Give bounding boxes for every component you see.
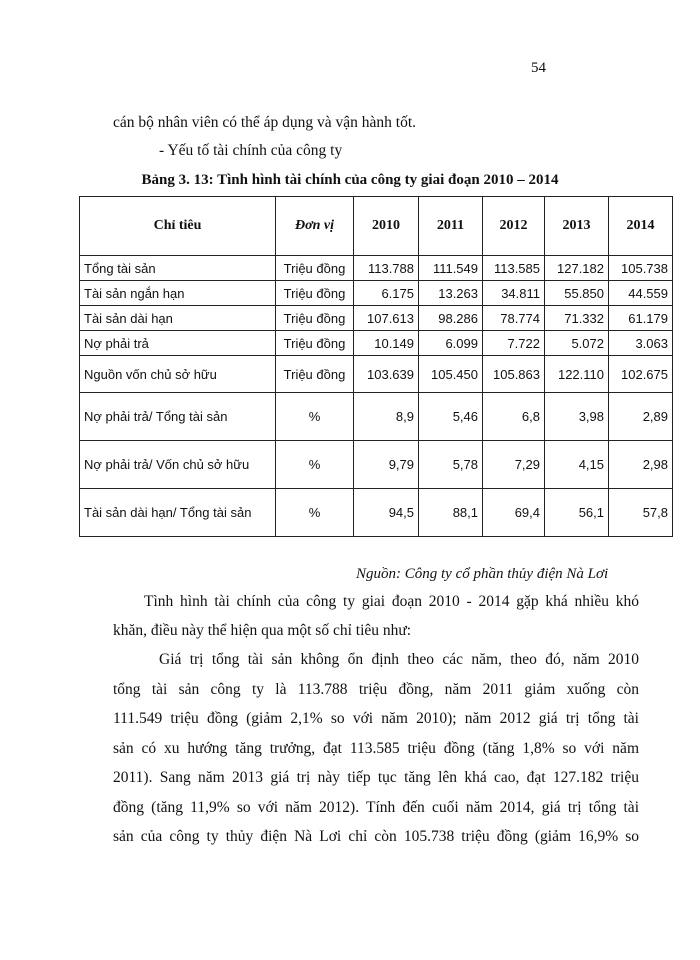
row-value: 7,29 <box>483 441 545 489</box>
row-unit: Triệu đồng <box>276 256 354 281</box>
row-value: 113.788 <box>354 256 419 281</box>
paragraph-2-line: sản có xu hướng tăng trưởng, đạt 113.585 triệu đồng (tăng 1,8% so với năm <box>113 740 639 757</box>
header-year: 2010 <box>354 197 419 256</box>
paragraph-2-line: Giá trị tổng tài sản không ổn định theo các năm, theo đó, năm 2010 <box>159 651 639 668</box>
table-row <box>80 441 673 489</box>
paragraph-2-line: tổng tài sản công ty là 113.788 triệu đồng, năm 2011 giảm xuống còn <box>113 681 639 698</box>
row-value: 107.613 <box>354 306 419 331</box>
table-row <box>80 306 673 331</box>
row-value: 34.811 <box>483 281 545 306</box>
row-label: Nguồn vốn chủ sở hữu <box>80 356 276 393</box>
header-year: 2013 <box>545 197 609 256</box>
row-value: 3,98 <box>545 393 609 441</box>
row-value: 98.286 <box>419 306 483 331</box>
header-unit: Đơn vị <box>276 197 354 256</box>
row-value: 6,8 <box>483 393 545 441</box>
finance-table <box>79 196 673 537</box>
bullet-heading: - Yếu tố tài chính của công ty <box>159 142 343 159</box>
row-value: 7.722 <box>483 331 545 356</box>
row-value: 2,98 <box>609 441 673 489</box>
row-value: 113.585 <box>483 256 545 281</box>
table-header-row <box>80 197 673 256</box>
header-year: 2011 <box>419 197 483 256</box>
row-value: 13.263 <box>419 281 483 306</box>
row-value: 69,4 <box>483 489 545 537</box>
paragraph-1-line: khăn, điều này thể hiện qua một số chỉ tiêu như: <box>113 622 412 639</box>
row-value: 5.072 <box>545 331 609 356</box>
table-caption: Bảng 3. 13: Tình hình tài chính của công ty giai đoạn 2010 – 2014 <box>141 172 559 188</box>
row-value: 5,46 <box>419 393 483 441</box>
row-value: 94,5 <box>354 489 419 537</box>
row-label: Nợ phải trả <box>80 331 276 356</box>
table-row <box>80 393 673 441</box>
row-value: 9,79 <box>354 441 419 489</box>
row-value: 5,78 <box>419 441 483 489</box>
row-label: Tổng tài sản <box>80 256 276 281</box>
table-source: Nguồn: Công ty cổ phần thủy điện Nà Lơi <box>356 566 609 582</box>
row-value: 122.110 <box>545 356 609 393</box>
row-value: 57,8 <box>609 489 673 537</box>
header-year: 2014 <box>609 197 673 256</box>
row-label: Nợ phải trả/ Tổng tài sản <box>80 393 276 441</box>
page-number: 54 <box>531 60 546 76</box>
paragraph-2-line: đồng (tăng 11,9% so với năm 2012). Tính đến cuối năm 2014, giá trị tổng tài <box>113 799 639 816</box>
row-value: 61.179 <box>609 306 673 331</box>
paragraph-2-line: 2011). Sang năm 2013 giá trị này tiếp tục tăng lên khá cao, đạt 127.182 triệu <box>113 769 639 786</box>
row-value: 2,89 <box>609 393 673 441</box>
row-unit: % <box>276 489 354 537</box>
row-value: 6.175 <box>354 281 419 306</box>
row-unit: Triệu đồng <box>276 331 354 356</box>
table-row <box>80 281 673 306</box>
row-value: 4,15 <box>545 441 609 489</box>
paragraph-2-line: sản của công ty thủy điện Nà Lơi chỉ còn 105.738 triệu đồng (giảm 16,9% so <box>113 828 639 845</box>
row-unit: Triệu đồng <box>276 356 354 393</box>
header-year: 2012 <box>483 197 545 256</box>
row-unit: % <box>276 441 354 489</box>
row-value: 3.063 <box>609 331 673 356</box>
row-label: Nợ phải trả/ Vốn chủ sở hữu <box>80 441 276 489</box>
row-label: Tài sản ngắn hạn <box>80 281 276 306</box>
row-value: 10.149 <box>354 331 419 356</box>
row-value: 105.450 <box>419 356 483 393</box>
row-value: 111.549 <box>419 256 483 281</box>
table-row <box>80 356 673 393</box>
paragraph-1-line: Tình hình tài chính của công ty giai đoạn 2010 - 2014 gặp khá nhiều khó <box>144 593 639 610</box>
row-value: 71.332 <box>545 306 609 331</box>
row-value: 6.099 <box>419 331 483 356</box>
row-value: 105.738 <box>609 256 673 281</box>
row-value: 8,9 <box>354 393 419 441</box>
header-indicator: Chỉ tiêu <box>80 197 276 256</box>
row-unit: % <box>276 393 354 441</box>
row-value: 55.850 <box>545 281 609 306</box>
row-value: 105.863 <box>483 356 545 393</box>
row-value: 88,1 <box>419 489 483 537</box>
row-unit: Triệu đồng <box>276 306 354 331</box>
intro-line: cán bộ nhân viên có thể áp dụng và vận hành tốt. <box>113 114 417 131</box>
row-value: 78.774 <box>483 306 545 331</box>
row-value: 102.675 <box>609 356 673 393</box>
row-unit: Triệu đồng <box>276 281 354 306</box>
row-value: 56,1 <box>545 489 609 537</box>
row-value: 44.559 <box>609 281 673 306</box>
table-row <box>80 489 673 537</box>
row-label: Tài sản dài hạn <box>80 306 276 331</box>
paragraph-2-line: 111.549 triệu đồng (giảm 2,1% so với năm 2010); năm 2012 giá trị tổng tài <box>113 710 639 727</box>
table-row <box>80 256 673 281</box>
row-value: 103.639 <box>354 356 419 393</box>
table-row <box>80 331 673 356</box>
row-value: 127.182 <box>545 256 609 281</box>
row-label: Tài sản dài hạn/ Tổng tài sản <box>80 489 276 537</box>
